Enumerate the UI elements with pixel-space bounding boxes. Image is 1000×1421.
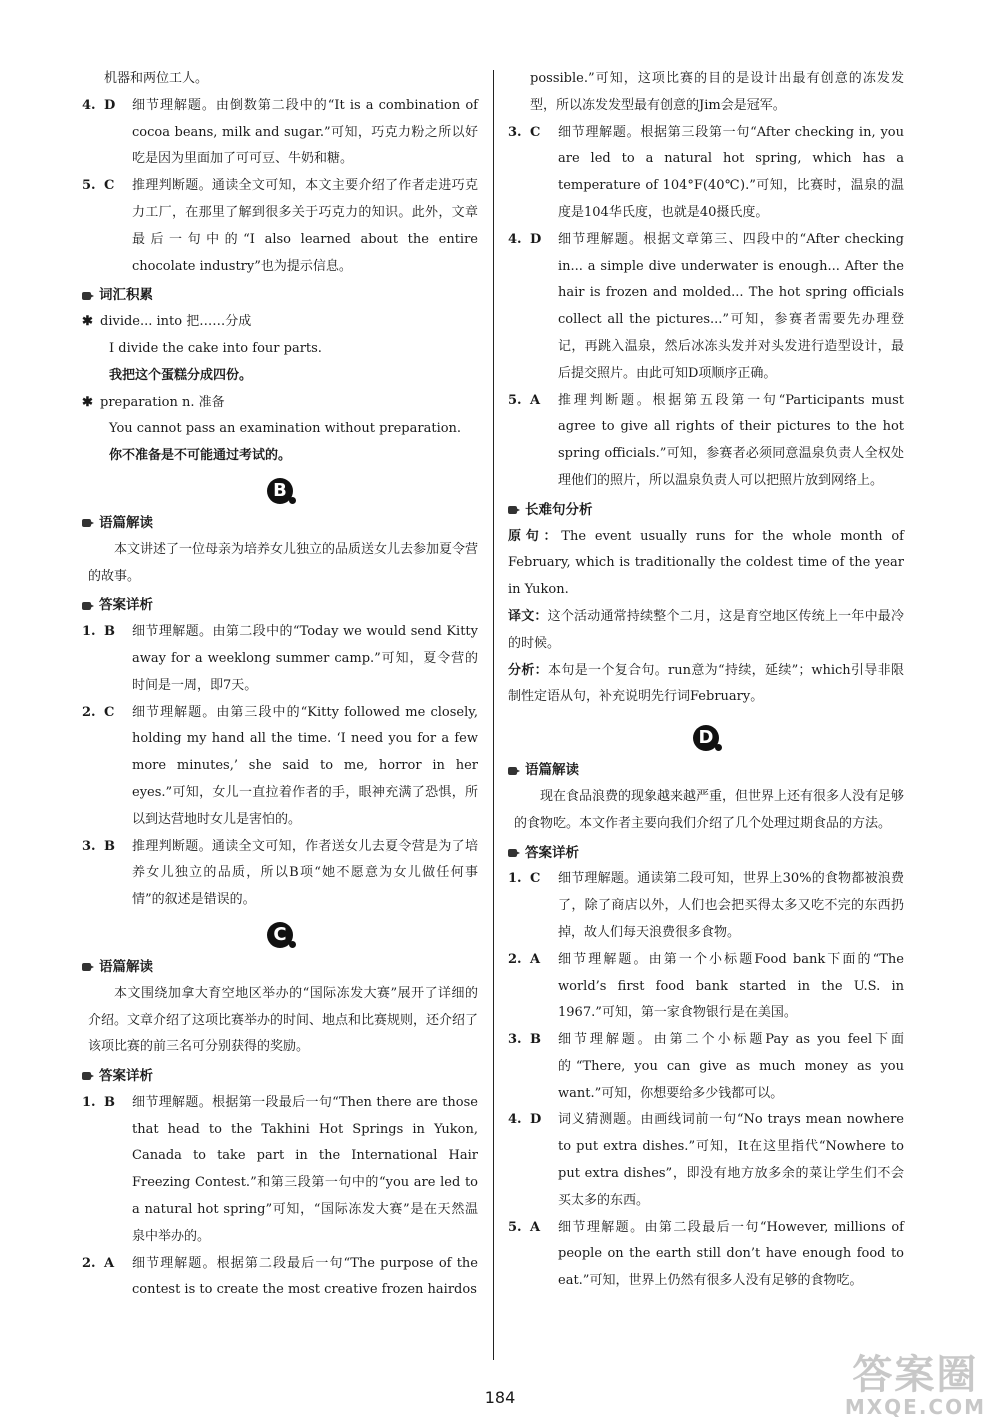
long-sentence-heading: 长难句分析	[508, 497, 904, 524]
vocab-term: divide... into 把……分成	[100, 314, 252, 330]
right-column	[508, 66, 904, 1295]
answers-heading: 答案详析	[82, 1063, 478, 1090]
answer-item: 2. A 细节理解题。根据第二段最后一句“The purpose of the contest is to create the most creative frozen hairdos	[82, 1255, 478, 1298]
vocab-entry	[82, 309, 478, 389]
answer-item: 4. D 词义猜测题。由画线词前一句“No trays mean nowhere to put extra dishes.”可知，It在这里指代“Nowhere to put extra dishes”，即没有地方放多余的菜让学生们不会买太多的东西。	[508, 1112, 904, 1208]
answer-item: 3. C 细节理解题。根据第三段第一句“After checking in, you are led to a natural hot spring, which has a temperature of 104°F(40℃).”可知，比赛时，温泉的温度是104华氏度，也就是40摄氏度。	[508, 124, 904, 220]
pencil-icon	[508, 504, 520, 516]
reading-heading: 语篇解读	[508, 757, 904, 784]
left-column	[82, 66, 478, 1304]
answer-continuation: possible.”可知，这项比赛的目的是设计出最有创意的冻发发型，所以冻发发型最有创意的Jim会是冠军。	[530, 71, 904, 113]
pencil-icon	[82, 517, 94, 529]
answer-item: 3. B 细节理解题。由第二个小标题Pay as you feel下面的“There, you can give as much money as you want.”可知，你想要给多少钱都可以。	[508, 1032, 905, 1101]
star-icon: ✱	[82, 314, 93, 330]
answer-item: 5. A 细节理解题。由第二段最后一句“However, millions of people on the earth still don’t have enough food to eat.”可知，世界上仍然有很多人没有足够的食物吃。	[508, 1219, 904, 1289]
vocab-heading: 词汇积累	[82, 282, 478, 309]
reading-summary: 本文围绕加拿大育空地区举办的“国际冻发大赛”展开了详细的介绍。文章介绍了这项比赛举办的时间、地点和比赛规则，还介绍了该项比赛的前三名可分别获得的奖励。	[88, 985, 479, 1055]
answer-list-b	[82, 619, 478, 914]
pencil-icon	[508, 765, 520, 777]
pencil-icon	[82, 961, 94, 973]
pencil-icon	[508, 847, 520, 859]
answer-item: 4. D 细节理解题。由倒数第二段中的“It is a combination of cocoa beans, milk and sugar.”可知，巧克力粉之所以好吃是因为里面加了可可豆、牛奶和糖。	[82, 97, 478, 167]
pencil-icon	[82, 1070, 94, 1082]
answers-heading: 答案详析	[508, 840, 904, 867]
section-b-badge: B	[82, 478, 478, 504]
pencil-icon	[82, 290, 94, 302]
answer-continuation: 机器和两位工人。	[104, 71, 209, 86]
answer-item: 5. C 推理判断题。通读全文可知，本文主要介绍了作者走进巧克力工厂，在那里了解到很多关于巧克力的知识。此外，文章最后一句中的“I also learned about the entire chocolate industry”也为提示信息。	[82, 178, 478, 274]
answers-heading: 答案详析	[82, 592, 478, 619]
vocab-example-en: I divide the cake into four parts.	[109, 340, 322, 356]
reading-heading: 语篇解读	[82, 954, 478, 981]
pencil-icon	[82, 600, 94, 612]
original-sentence: 原句：The event usually runs for the whole month of February, which is traditionally the coldest time of the year in Yukon.	[508, 528, 904, 598]
answer-item: 3. B 推理判断题。通读全文可知，作者送女儿去夏令营是为了培养女儿独立的品质，所以B项“她不愿意为女儿做任何事情”的叙述是错误的。	[82, 838, 478, 908]
section-c-badge: C	[82, 922, 478, 948]
watermark-logo: 答案圈 MXQE.COM	[844, 1352, 986, 1419]
reading-heading: 语篇解读	[82, 510, 478, 537]
reading-summary: 现在食品浪费的现象越来越严重，但世界上还有很多人没有足够的食物吃。本文作者主要向我们介绍了几个处理过期食品的方法。	[514, 788, 905, 831]
answer-list-a	[82, 93, 478, 281]
answer-item: 1. B 细节理解题。根据第一段最后一句“Then there are those that head to the Takhini Hot Springs in Yukon, Canada to take part in the International Hair Freezing Contest.”和第三段第一句中的“you are led to a natural hot spring”可知，“国际冻发大赛”是在天然温泉中举办的。	[82, 1094, 478, 1244]
answer-list-c-cont	[508, 120, 904, 495]
vocab-term: preparation n. 准备	[100, 394, 225, 410]
column-divider	[493, 70, 494, 1360]
answer-item: 4. D 细节理解题。根据文章第三、四段中的“After checking in... a simple dive underwater is enough... After the hair is frozen and molded... The hot spring officials collect all the pictures...”可知，参赛者需要先办理登记，再跳入温泉，然后冰冻头发并对头发进行造型设计，最后提交照片。由此可知D项顺序正确。	[508, 231, 904, 381]
answer-item: 1. C 细节理解题。通读第二段可知，世界上30%的食物都被浪费了，除了商店以外，人们也会把买得太多又吃不完的东西扔掉，故人们每天浪费很多食物。	[508, 871, 904, 940]
vocab-example-cn: 你不准备是不可能通过考试的。	[109, 448, 292, 464]
answer-item: 1. B 细节理解题。由第二段中的“Today we would send Kitty away for a weeklong summer camp.”可知，夏令营的时间是一周，即7天。	[82, 624, 478, 693]
vocab-example-en: You cannot pass an examination without preparation.	[109, 421, 462, 437]
answer-item: 2. C 细节理解题。由第三段中的“Kitty followed me closely, holding my hand all the time. ‘I need you for a few more minutes,’ she said to me, horror in her eyes.”可知，女儿一直拉着作者的手，眼神充满了恐惧，所以到达营地时女儿是害怕的。	[82, 704, 478, 827]
answer-list-d	[508, 866, 904, 1295]
vocab-entry	[82, 390, 478, 470]
star-icon: ✱	[82, 394, 93, 410]
reading-summary: 本文讲述了一位母亲为培养女儿独立的品质送女儿去参加夏令营的故事。	[88, 541, 479, 584]
answer-item: 2. A 细节理解题。由第一个小标题Food bank下面的“The world’s first food bank started in the U.S. in 1967.”可知，第一家食物银行是在美国。	[508, 951, 904, 1021]
page-number: 184	[484, 1388, 516, 1407]
analysis: 分析：本句是一个复合句。run意为“持续，延续”；which引导非限制性定语从句，补充说明先行词February。	[508, 662, 904, 705]
answer-item: 5. A 推理判断题。根据第五段第一句“Participants must agree to give all rights of their pictures to the hot spring officials.”可知，参赛者必须同意温泉负责人全权处理他们的照片，所以温泉负责人可以把照片放到网络上。	[508, 392, 904, 488]
section-d-badge: D	[508, 725, 904, 751]
vocab-example-cn: 我把这个蛋糕分成四份。	[109, 367, 253, 383]
answer-list-c	[82, 1090, 478, 1304]
translation: 译文：这个活动通常持续整个二月，这是育空地区传统上一年中最冷的时候。	[508, 608, 904, 651]
